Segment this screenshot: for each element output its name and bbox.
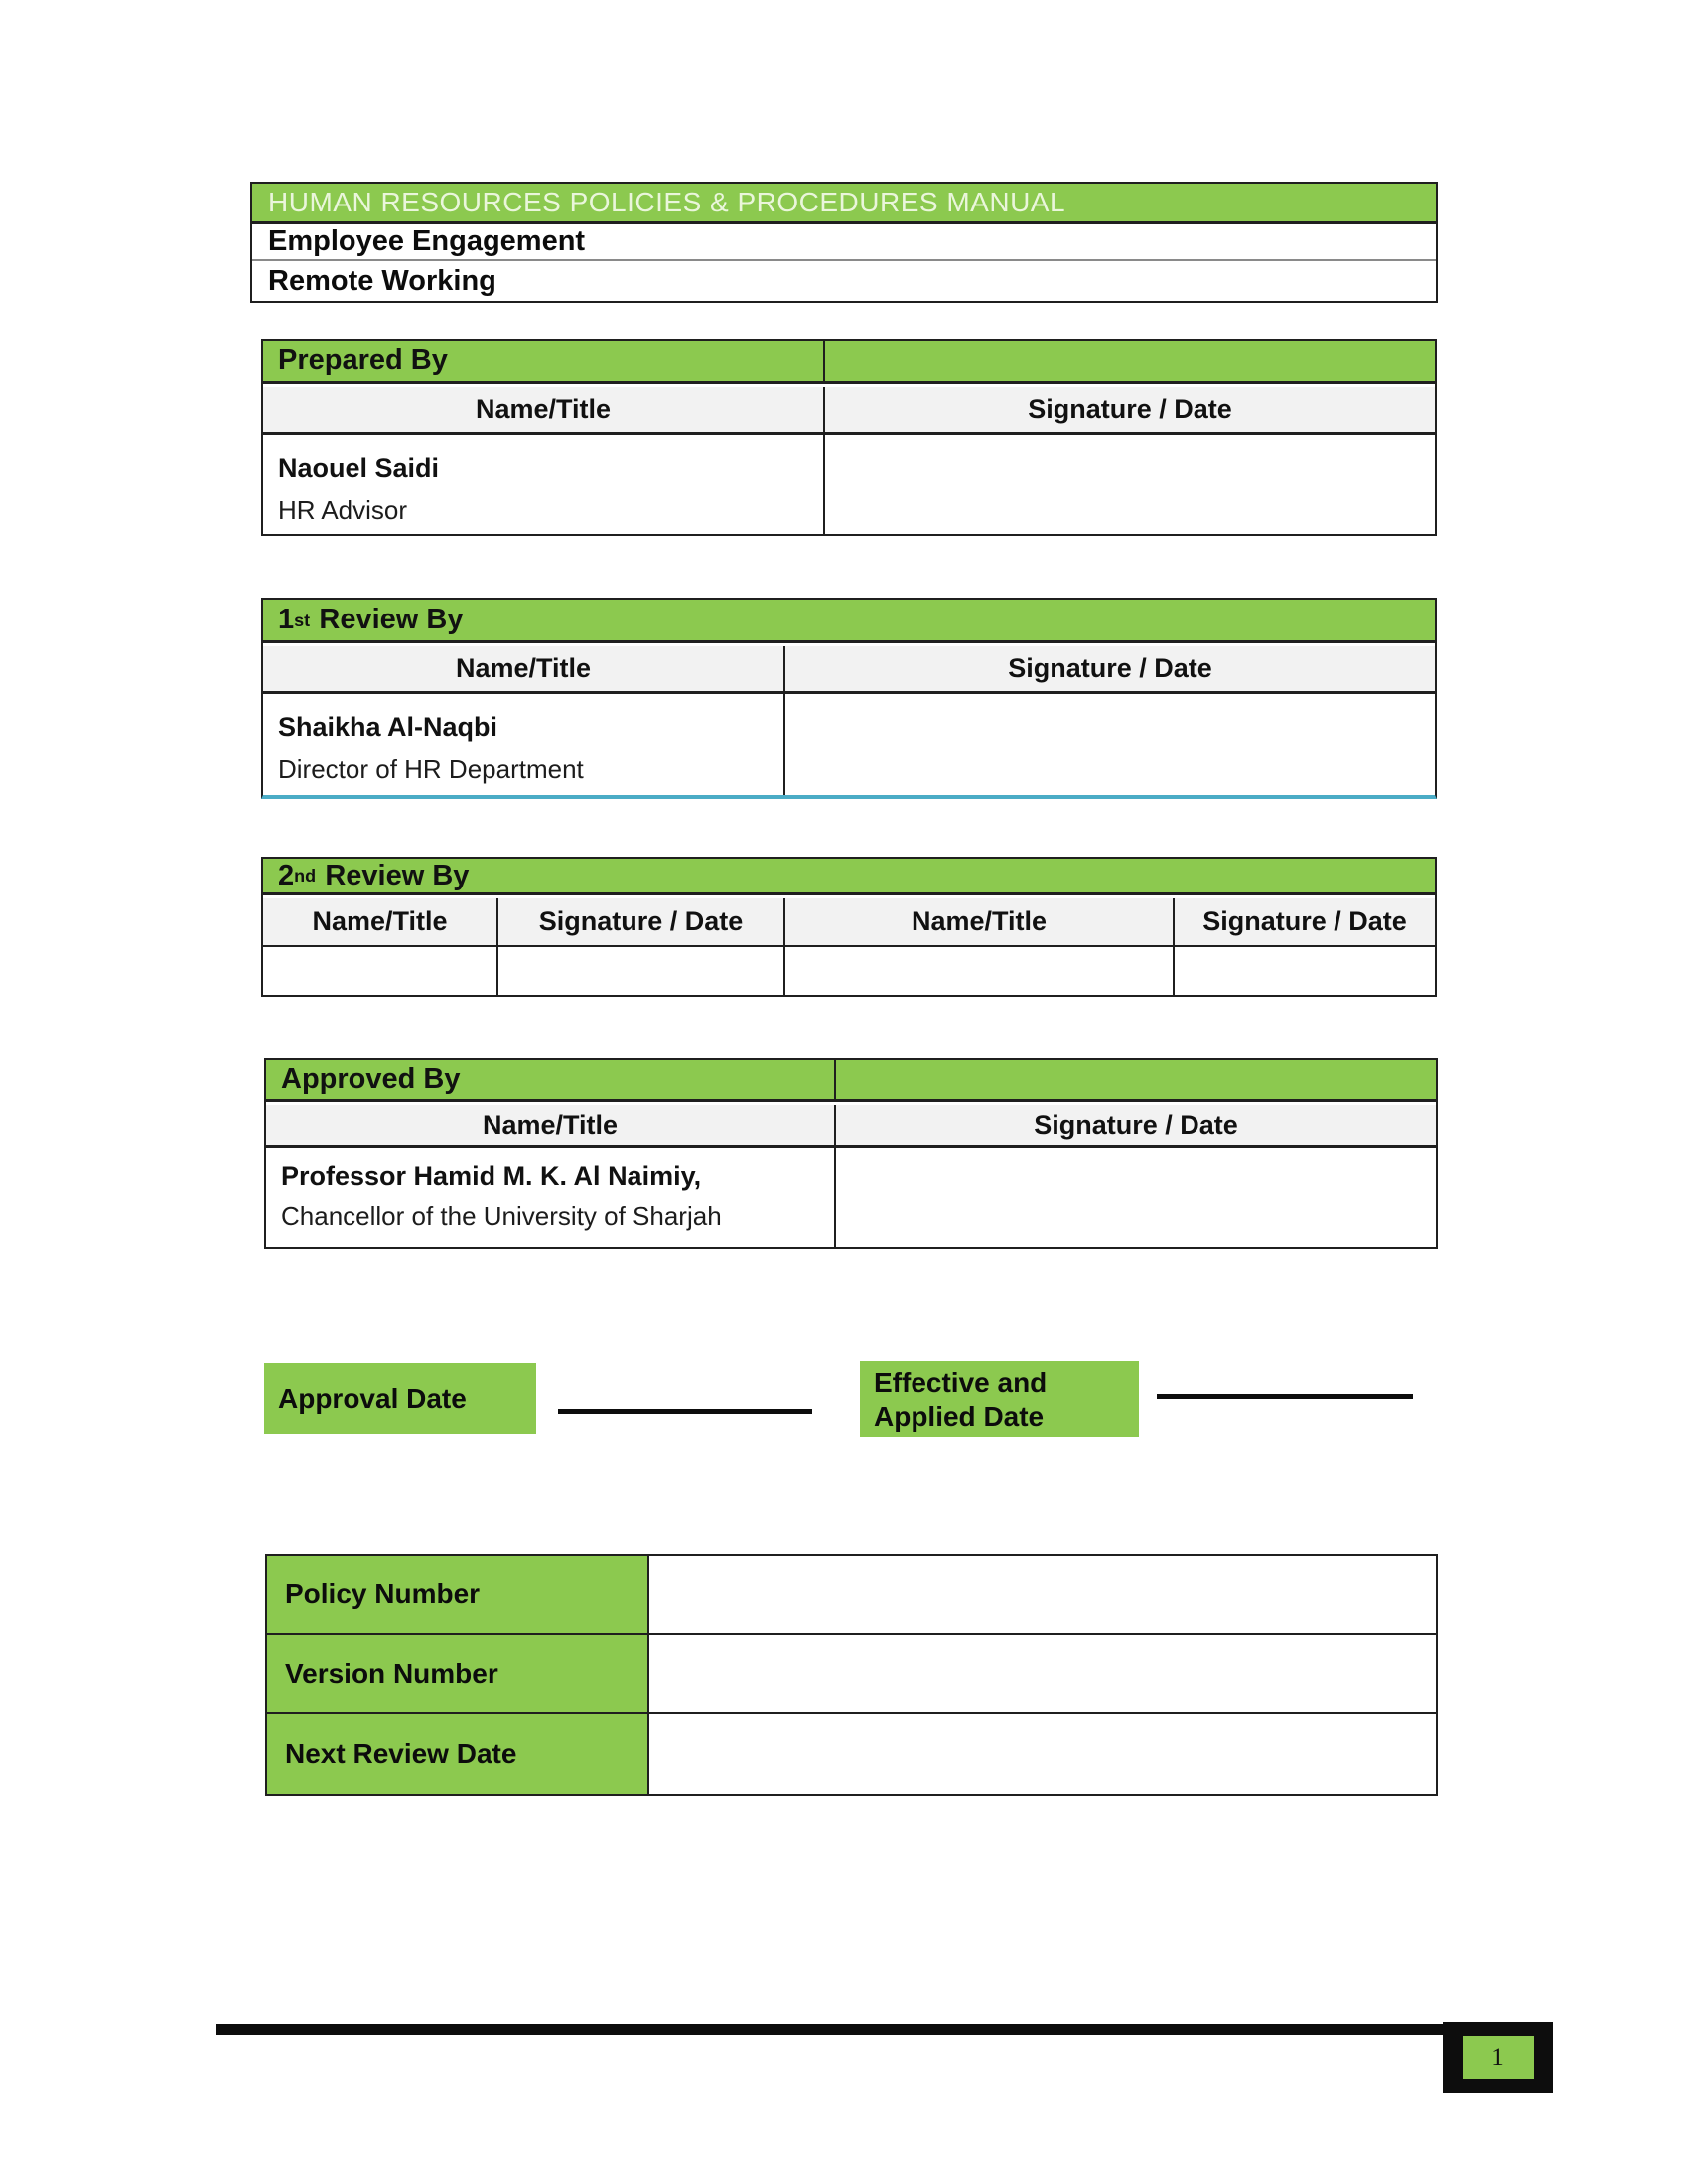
name-title-header bbox=[263, 646, 785, 691]
second-review-signature-cell-2 bbox=[1175, 947, 1435, 995]
first-review-role: Director of HR Department bbox=[278, 754, 584, 784]
name-title-header-2 bbox=[785, 898, 1175, 945]
approval-date-fill-line bbox=[558, 1409, 812, 1414]
policy-number-value-cell bbox=[649, 1556, 1436, 1633]
prepared-by-person-cell bbox=[263, 435, 825, 534]
name-title-header-1 bbox=[263, 898, 498, 945]
name-title-label: Name/Title bbox=[455, 653, 592, 683]
signature-date-header-1 bbox=[498, 898, 785, 945]
first-review-data-row bbox=[263, 694, 1435, 795]
approved-by-signature-cell bbox=[836, 1148, 1436, 1247]
effective-date-fill-line bbox=[1157, 1394, 1413, 1399]
signature-date-label: Signature / Date bbox=[1028, 394, 1232, 424]
header-table bbox=[250, 182, 1438, 303]
signature-date-header bbox=[836, 1105, 1436, 1145]
approved-by-person-cell bbox=[266, 1148, 836, 1247]
signature-date-header bbox=[785, 646, 1435, 691]
page-number: 1 bbox=[1491, 2043, 1504, 2071]
prepared-by-data-row bbox=[263, 435, 1435, 534]
approved-by-table bbox=[264, 1058, 1438, 1249]
approved-by-title-cell bbox=[266, 1060, 836, 1099]
first-review-table bbox=[261, 598, 1437, 799]
name-title-header bbox=[266, 1105, 836, 1145]
policy-number-row bbox=[267, 1556, 1436, 1635]
signature-date-label: Signature / Date bbox=[1202, 906, 1407, 936]
prepared-by-header-spacer bbox=[825, 341, 1435, 381]
manual-title-banner bbox=[252, 184, 1436, 224]
next-review-date-label: Next Review Date bbox=[285, 1738, 517, 1769]
document-policy-row bbox=[252, 261, 1436, 301]
approval-date-label-box bbox=[264, 1363, 536, 1434]
page-number-box bbox=[1443, 2022, 1553, 2093]
effective-date-label-box bbox=[860, 1361, 1139, 1437]
second-review-table bbox=[261, 857, 1437, 997]
name-title-label: Name/Title bbox=[911, 906, 1048, 936]
manual-title: HUMAN RESOURCES POLICIES & PROCEDURES MANUAL bbox=[268, 187, 1066, 217]
policy-number-label: Policy Number bbox=[285, 1578, 481, 1609]
approved-by-title: Approved By bbox=[281, 1063, 461, 1095]
prepared-by-header-row bbox=[263, 341, 1435, 384]
name-title-label: Name/Title bbox=[475, 394, 612, 424]
prepared-by-column-headers bbox=[263, 387, 1435, 435]
signature-date-header-2 bbox=[1175, 898, 1435, 945]
name-title-header bbox=[263, 387, 825, 432]
second-review-header-row: 2 nd Review By bbox=[263, 859, 1435, 895]
approved-by-role: Chancellor of the University of Sharjah bbox=[281, 1201, 722, 1231]
policy-info-table bbox=[265, 1554, 1438, 1796]
approved-by-header-spacer bbox=[836, 1060, 1436, 1099]
second-review-name-cell-1 bbox=[263, 947, 498, 995]
next-review-date-value-cell bbox=[649, 1714, 1436, 1794]
first-review-column-headers bbox=[263, 646, 1435, 694]
first-review-header-row: 1 st Review By bbox=[263, 600, 1435, 643]
first-review-title: Review By bbox=[319, 604, 464, 635]
footer-rule bbox=[216, 2024, 1443, 2035]
name-title-label: Name/Title bbox=[482, 1109, 619, 1140]
version-number-value-cell bbox=[649, 1635, 1436, 1712]
second-review-name-cell-2 bbox=[785, 947, 1175, 995]
approval-date-label: Approval Date bbox=[278, 1383, 467, 1414]
prepared-by-title-cell bbox=[263, 341, 825, 381]
page-number-inner bbox=[1463, 2036, 1534, 2079]
signature-date-label: Signature / Date bbox=[538, 906, 744, 936]
document-category: Employee Engagement bbox=[268, 225, 586, 257]
prepared-by-title: Prepared By bbox=[278, 344, 448, 376]
approved-by-name: Professor Hamid M. K. Al Naimiy, bbox=[281, 1161, 702, 1191]
second-review-title: Review By bbox=[325, 859, 470, 891]
first-review-signature-cell bbox=[785, 694, 1435, 795]
version-number-row bbox=[267, 1635, 1436, 1714]
prepared-by-role: HR Advisor bbox=[278, 495, 408, 525]
signature-date-label: Signature / Date bbox=[1008, 653, 1212, 683]
second-review-signature-cell-1 bbox=[498, 947, 785, 995]
first-review-name: Shaikha Al-Naqbi bbox=[278, 712, 498, 742]
first-review-person-cell bbox=[263, 694, 785, 795]
version-number-label-cell bbox=[267, 1635, 649, 1712]
first-review-num: 1 bbox=[278, 604, 295, 635]
approved-by-data-row bbox=[266, 1148, 1436, 1247]
document-category-row bbox=[252, 224, 1436, 261]
second-review-data-row bbox=[263, 947, 1435, 995]
second-review-num: 2 bbox=[278, 859, 295, 891]
signature-date-label: Signature / Date bbox=[1034, 1109, 1238, 1140]
next-review-date-row bbox=[267, 1714, 1436, 1794]
effective-date-label: Effective and Applied Date bbox=[874, 1366, 1048, 1432]
name-title-label: Name/Title bbox=[312, 906, 448, 936]
version-number-label: Version Number bbox=[285, 1658, 498, 1689]
prepared-by-name: Naouel Saidi bbox=[278, 453, 440, 482]
next-review-date-label-cell bbox=[267, 1714, 649, 1794]
document-policy-name: Remote Working bbox=[268, 264, 496, 297]
second-review-column-headers bbox=[263, 898, 1435, 947]
policy-number-label-cell bbox=[267, 1556, 649, 1633]
prepared-by-table bbox=[261, 339, 1437, 536]
prepared-by-signature-cell bbox=[825, 435, 1435, 534]
approved-by-column-headers bbox=[266, 1105, 1436, 1148]
approved-by-header-row bbox=[266, 1060, 1436, 1102]
signature-date-header bbox=[825, 387, 1435, 432]
